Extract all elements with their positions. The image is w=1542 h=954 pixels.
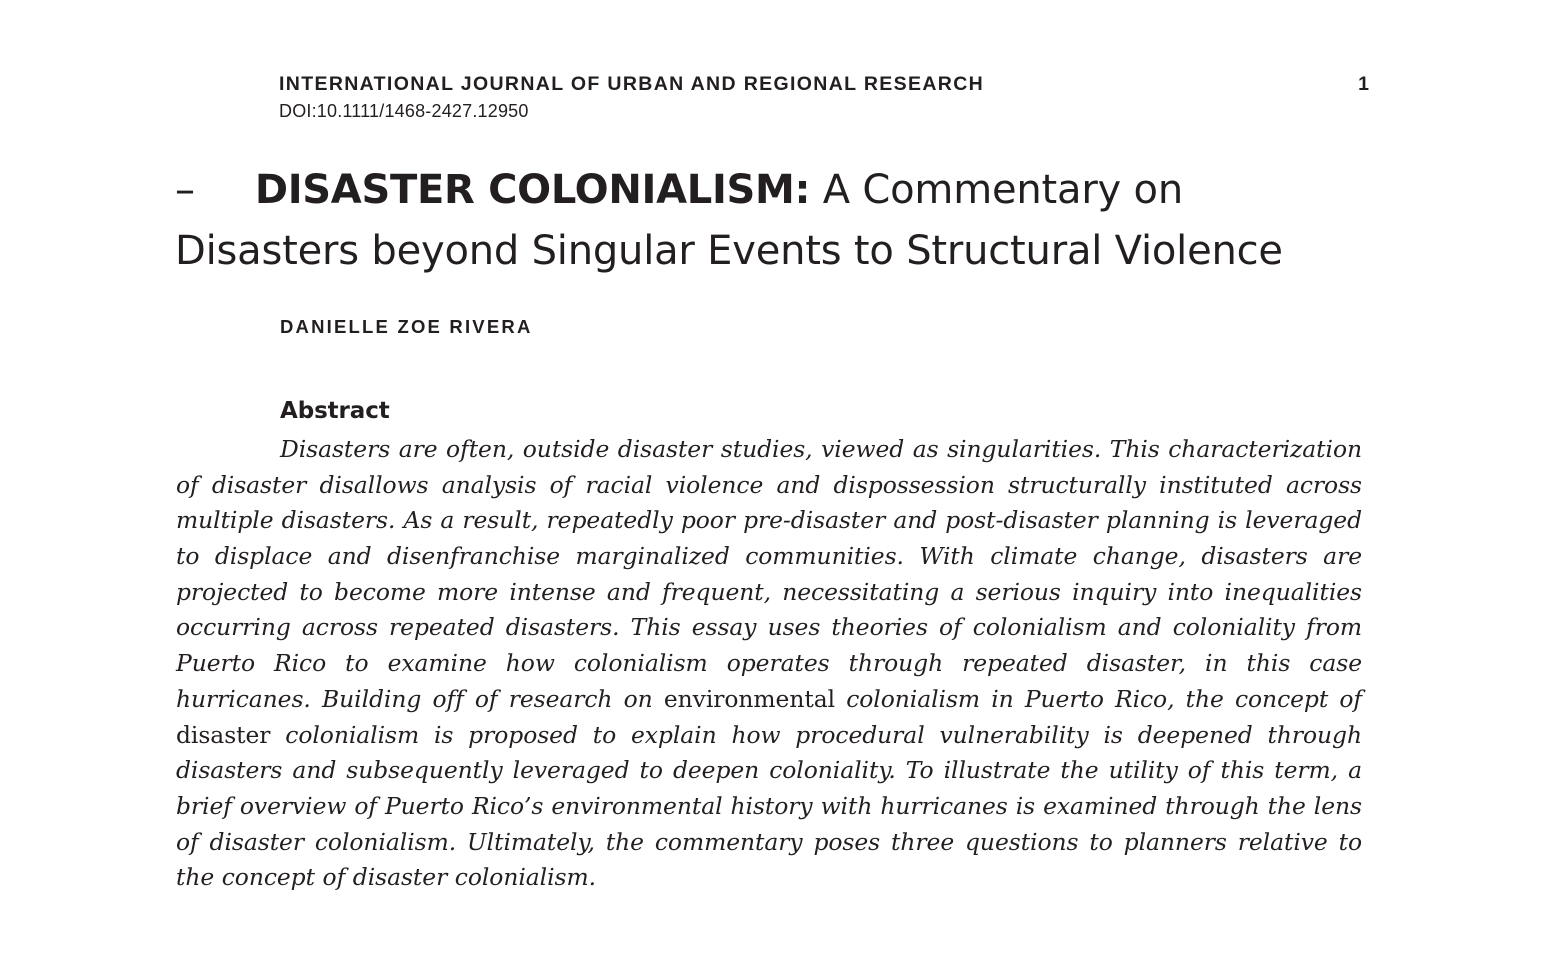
abstract-roman-1: environmental <box>663 684 836 713</box>
abstract-block <box>176 398 1362 896</box>
journal-identification <box>279 72 984 124</box>
page-title <box>175 160 1375 282</box>
abstract-part-2: colonialism in Puerto Rico, the concept of <box>835 684 1362 713</box>
doi-text: DOI:10.1111/1468-2427.12950 <box>279 101 529 122</box>
title-emphasis: DISASTER COLONIALISM: <box>254 167 811 213</box>
abstract-roman-2: disaster <box>176 720 271 749</box>
abstract-part-1: Disasters are often, outside disaster studies, viewed as singularities. This characterization of disaster disallows analysis of racial violence and dispossession structurally instituted across multiple disasters. As a result, repeatedly poor pre-disaster and post-disaster planning is leveraged to displace and disenfranchise marginalized communities. With climate change, disasters are projected to become more intense and frequent, necessitating a serious inquiry into inequalities occurring across repeated disasters. This essay uses theories of colonialism and coloniality from Puerto Rico to examine how colonialism operates through repeated disaster, in this case hurricanes. Building off of research on <box>176 435 1362 713</box>
abstract-heading: Abstract <box>280 398 390 424</box>
author-name: DANIELLE ZOE RIVERA <box>280 316 533 337</box>
abstract-part-3: colonialism is proposed to explain how procedural vulnerability is deepened through disasters and subsequently leveraged to deepen coloniality. To illustrate the utility of this term, a brief overview of Puerto Rico’s environmental history with hurricanes is examined through the lens of disaster colonialism. Ultimately, the commentary poses three questions to planners relative to the concept of disaster colonialism. <box>176 720 1362 892</box>
abstract-text <box>176 432 1362 896</box>
running-head <box>279 72 1369 124</box>
journal-title: INTERNATIONAL JOURNAL OF URBAN AND REGIONAL RESEARCH <box>279 73 985 95</box>
title-rest: A Commentary on Disasters beyond Singular Events to Structural Violence <box>175 167 1283 274</box>
title-block <box>175 160 1375 282</box>
page-number: 1 <box>1358 73 1369 95</box>
title-dash: – <box>175 167 195 213</box>
